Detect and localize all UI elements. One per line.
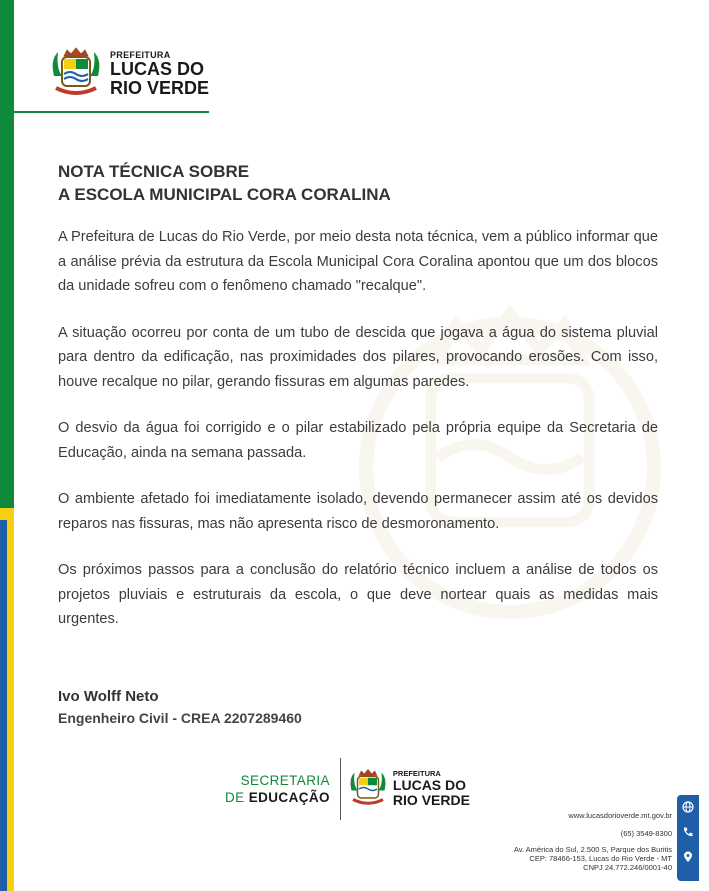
secretaria-line1: SECRETARIA (240, 773, 330, 788)
header-city-line1: LUCAS DO (110, 58, 204, 79)
document-body (58, 225, 658, 654)
footer-city-line2: RIO VERDE (392, 791, 470, 808)
paragraph-4: O ambiente afetado foi imediatamente isolado, devendo permanecer assim até os devidos reparos nas fissuras, mas não apresenta risco de desmoronamento. (58, 491, 658, 532)
crest-logo-small (347, 768, 389, 810)
title-line2: A ESCOLA MUNICIPAL CORA CORALINA (58, 185, 391, 204)
paragraph-2: A situação ocorreu por conta de um tubo de descida que jogava a água do sistema pluvial para dentro da edificação, nas proximidades dos pilares, provocando erosões. Com isso, houve recalque no pilar, gerando fissuras em algumas paredes. (58, 324, 658, 390)
side-stripe-blue (0, 520, 7, 891)
phone-icon (681, 826, 695, 840)
paragraph-5: Os próximos passos para a conclusão do relatório técnico incluem a análise de todos os projetos pluviais e estruturais da escola, o que deve nortear quais as medidas mais urgentes. (58, 562, 658, 627)
signature-role: Engenheiro Civil - CREA 2207289460 (58, 710, 302, 726)
header-city-line2: RIO VERDE (110, 77, 210, 98)
paragraph-3: O desvio da água foi corrigido e o pilar estabilizado pela própria equipe da Secretaria de Educação, ainda na semana passada. (58, 420, 658, 461)
title-line1: NOTA TÉCNICA SOBRE (58, 162, 250, 181)
secretaria-de: DE (225, 790, 249, 805)
crest-logo (48, 46, 104, 102)
cnpj: CNPJ 24.772.246/0001-40 (583, 863, 672, 872)
footer-divider (340, 758, 341, 820)
secretaria-educacao: EDUCAÇÃO (248, 790, 330, 805)
secretaria-line2 (225, 789, 330, 806)
paragraph-1: A Prefeitura de Lucas do Rio Verde, por meio desta nota técnica, vem a público informar que a análise prévia da estrutura da Escola Municipal Cora Coralina apontou que um dos blocos da unidade sofreu com o fenômeno chamado "recalque". (58, 229, 658, 294)
footer-prefeitura: PREFEITURA (392, 769, 441, 779)
header-logo (48, 46, 209, 102)
signature-name: Ivo Wolff Neto (58, 688, 159, 705)
address-block (514, 845, 672, 872)
side-stripe (0, 0, 14, 891)
contact-icon-panel (677, 795, 699, 881)
header-divider (14, 111, 209, 113)
location-pin-icon (681, 851, 695, 865)
side-stripe-green (0, 0, 14, 508)
header-prefeitura: PREFEITURA (110, 49, 171, 60)
address-line2: CEP: 78466-153, Lucas do Rio Verde - MT (529, 854, 672, 863)
footer-city-line1: LUCAS DO (392, 776, 467, 793)
website-link[interactable]: www.lucasdorioverde.mt.gov.br (568, 811, 672, 820)
globe-icon (681, 801, 695, 815)
document-title (58, 160, 391, 206)
address-line1: Av. América do Sul, 2.500 S, Parque dos Buritis (513, 845, 672, 854)
footer-logo (225, 758, 470, 820)
secretaria-label (225, 772, 340, 806)
phone-number: (65) 3549-8300 (620, 829, 672, 838)
